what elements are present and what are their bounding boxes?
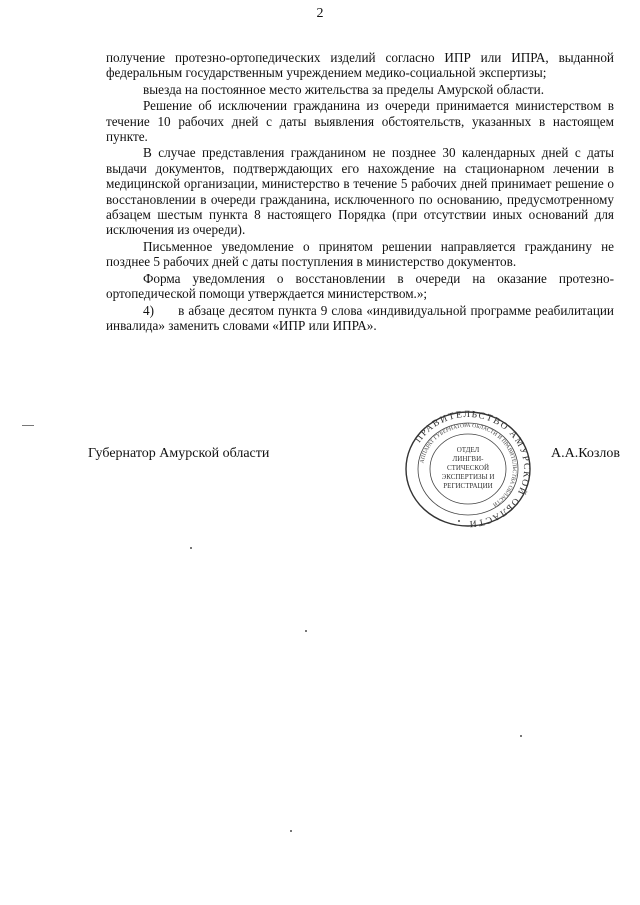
- scan-speck: [458, 520, 460, 522]
- page-number: 2: [316, 6, 324, 21]
- signer-position: Губернатор Амурской области: [88, 446, 270, 461]
- scan-speck: [305, 630, 307, 632]
- paragraph: Форма уведомления о восстановлении в очереди на оказание протезно-ортопедической помощи утверждается министерством.»;: [106, 270, 614, 302]
- stamp-center-line: ОТДЕЛ: [456, 446, 480, 454]
- paragraph: получение протезно-ортопедических изделий согласно ИПР или ИПРА, выданной федеральным государственным учреждением медико-социальной экспертизы;: [106, 50, 614, 81]
- scan-speck: [22, 425, 34, 426]
- scan-speck: [290, 830, 292, 832]
- stamp-center-line: ЭКСПЕРТИЗЫ И: [441, 473, 495, 481]
- paragraph: В случае представления гражданином не позднее 30 календарных дней с даты выдачи документов, подтверждающих его нахождение на стационарном лечении в медицинской организации, министерство в течение 5 рабочих дней принимает решение о восстановлении в очереди гражданина, исключенного по основанию, предусмотренному абзацем шестым пункта 8 настоящего Порядка (при отсутствии иных оснований для исключения из очереди).: [106, 145, 614, 238]
- document-body: [106, 50, 618, 334]
- paragraph: выезда на постоянное место жительства за пределы Амурской области.: [143, 81, 545, 97]
- scan-speck: [520, 735, 522, 737]
- official-stamp: [403, 410, 533, 528]
- stamp-center-line: СТИЧЕСКОЙ: [446, 464, 490, 472]
- paragraph: Решение об исключении гражданина из очереди принимается министерством в течение 10 рабочих дней с даты выявления обстоятельств, указанных в настоящем пункте.: [106, 98, 614, 145]
- stamp-inner-text: АППАРАТ ГУБЕРНАТОРА ОБЛАСТИ И ПРАВИТЕЛЬСТВА ОБЛАСТИ: [419, 422, 518, 508]
- scan-speck: [190, 547, 192, 549]
- paragraph: Письменное уведомление о принятом решении направляется гражданину не позднее 5 рабочих дней с даты поступления в министерство документов.: [106, 238, 614, 270]
- paragraph: 4) в абзаце десятом пункта 9 слова «индивидуальной программе реабилитации инвалида» заменить словами «ИПР или ИПРА».: [106, 302, 618, 333]
- stamp-center-line: ЛИНГВИ-: [452, 455, 484, 463]
- stamp-center-line: РЕГИСТРАЦИИ: [443, 482, 493, 490]
- signer-name: А.А.Козлов: [551, 446, 620, 461]
- stamp-outer-text: ПРАВИТЕЛЬСТВО АМУРСКОЙ ОБЛАСТИ: [413, 410, 532, 528]
